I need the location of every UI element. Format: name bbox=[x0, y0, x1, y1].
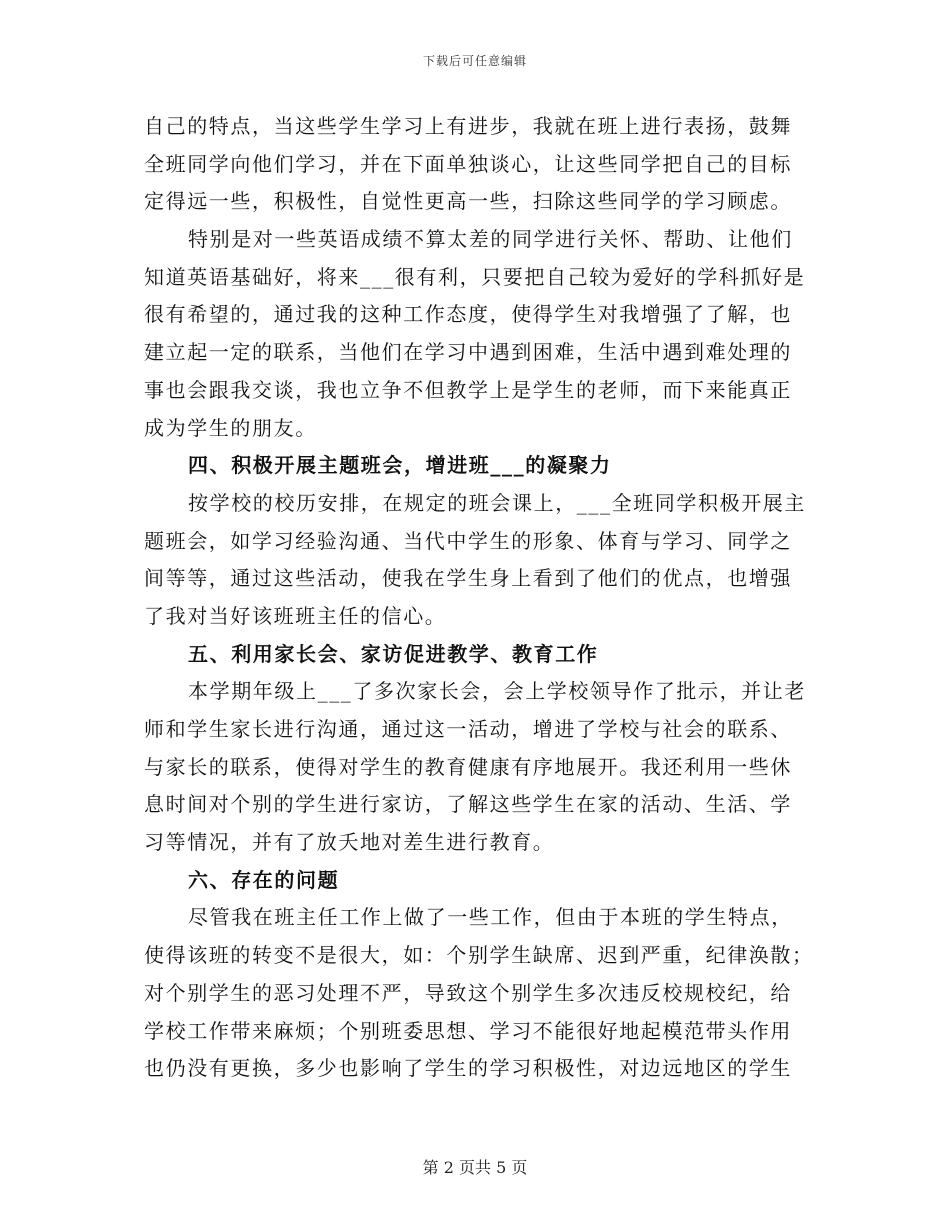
paragraph-line: 建立起一定的联系，当他们在学习中遇到困难，生活中遇到难处理的 bbox=[144, 340, 792, 365]
paragraph-line: 习等情况，并有了放夭地对差生进行教育。 bbox=[144, 830, 555, 855]
section-heading: 五、利用家长会、家访促进教学、教育工作 bbox=[188, 641, 599, 666]
paragraph-line: 也仍没有更换，多少也影响了学生的学习积极性，对边远地区的学生 bbox=[144, 1056, 792, 1081]
page-header: 下载后可任意编辑 bbox=[422, 54, 527, 68]
paragraph-line: 全班同学向他们学习，并在下面单独谈心，让这些同学把自己的目标 bbox=[144, 151, 792, 176]
paragraph-line: 本学期年级上___了多次家长会，会上学校领导作了批示，并让老 bbox=[188, 679, 806, 704]
paragraph-line: 自己的特点，当这些学生学习上有进步，我就在班上进行表扬，鼓舞 bbox=[144, 114, 792, 138]
paragraph-line: 定得远一些，积极性，自觉性更高一些，扫除这些同学的学习顾虑。 bbox=[144, 189, 792, 214]
paragraph-line: 学校工作带来麻烦；个别班委思想、学习不能很好地起模范带头作用 bbox=[144, 1018, 792, 1043]
paragraph-line: 使得该班的转变不是很大，如：个别学生缺席、迟到严重，纪律涣散； bbox=[144, 943, 814, 968]
paragraph-line: 息时间对个别的学生进行家访，了解这些学生在家的活动、生活、学 bbox=[144, 792, 792, 817]
paragraph-line: 了我对当好该班班主任的信心。 bbox=[144, 603, 447, 628]
paragraph-line: 知道英语基础好，将来___很有利，只要把自己较为爱好的学科抓好是 bbox=[144, 264, 806, 289]
paragraph-line: 与家长的联系，使得对学生的教育健康有序地展开。我还利用一些休 bbox=[144, 754, 792, 779]
paragraph-line: 尽管我在班主任工作上做了一些工作，但由于本班的学生特点， bbox=[188, 905, 793, 930]
paragraph-line: 按学校的校历安排，在规定的班会课上，___全班同学积极开展主 bbox=[188, 490, 806, 515]
paragraph-line: 师和学生家长进行沟通，通过这一活动，增进了学校与社会的联系、 bbox=[144, 717, 792, 741]
page-footer: 第 2 页共 5 页 bbox=[422, 1158, 528, 1177]
section-heading: 四、积极开展主题班会，增进班___的凝聚力 bbox=[188, 453, 612, 478]
document-body bbox=[144, 108, 824, 1088]
paragraph-line: 很有希望的，通过我的这种工作态度，使得学生对我增强了了解，也 bbox=[144, 302, 792, 327]
paragraph-line: 特别是对一些英语成绩不算太差的同学进行关怀、帮助、让他们 bbox=[188, 227, 793, 252]
paragraph-line: 事也会跟我交谈，我也立争不但教学上是学生的老师，而下来能真正 bbox=[144, 377, 792, 402]
paragraph-line: 对个别学生的恶习处理不严，导致这个别学生多次违反校规校纪，给 bbox=[144, 980, 792, 1005]
section-heading: 六、存在的问题 bbox=[188, 867, 340, 892]
paragraph-line: 题班会，如学习经验沟通、当代中学生的形象、体育与学习、同学之 bbox=[144, 528, 792, 553]
paragraph-line: 成为学生的朋友。 bbox=[144, 415, 317, 440]
paragraph-line: 间等等，通过这些活动，使我在学生身上看到了他们的优点，也增强 bbox=[144, 566, 792, 591]
